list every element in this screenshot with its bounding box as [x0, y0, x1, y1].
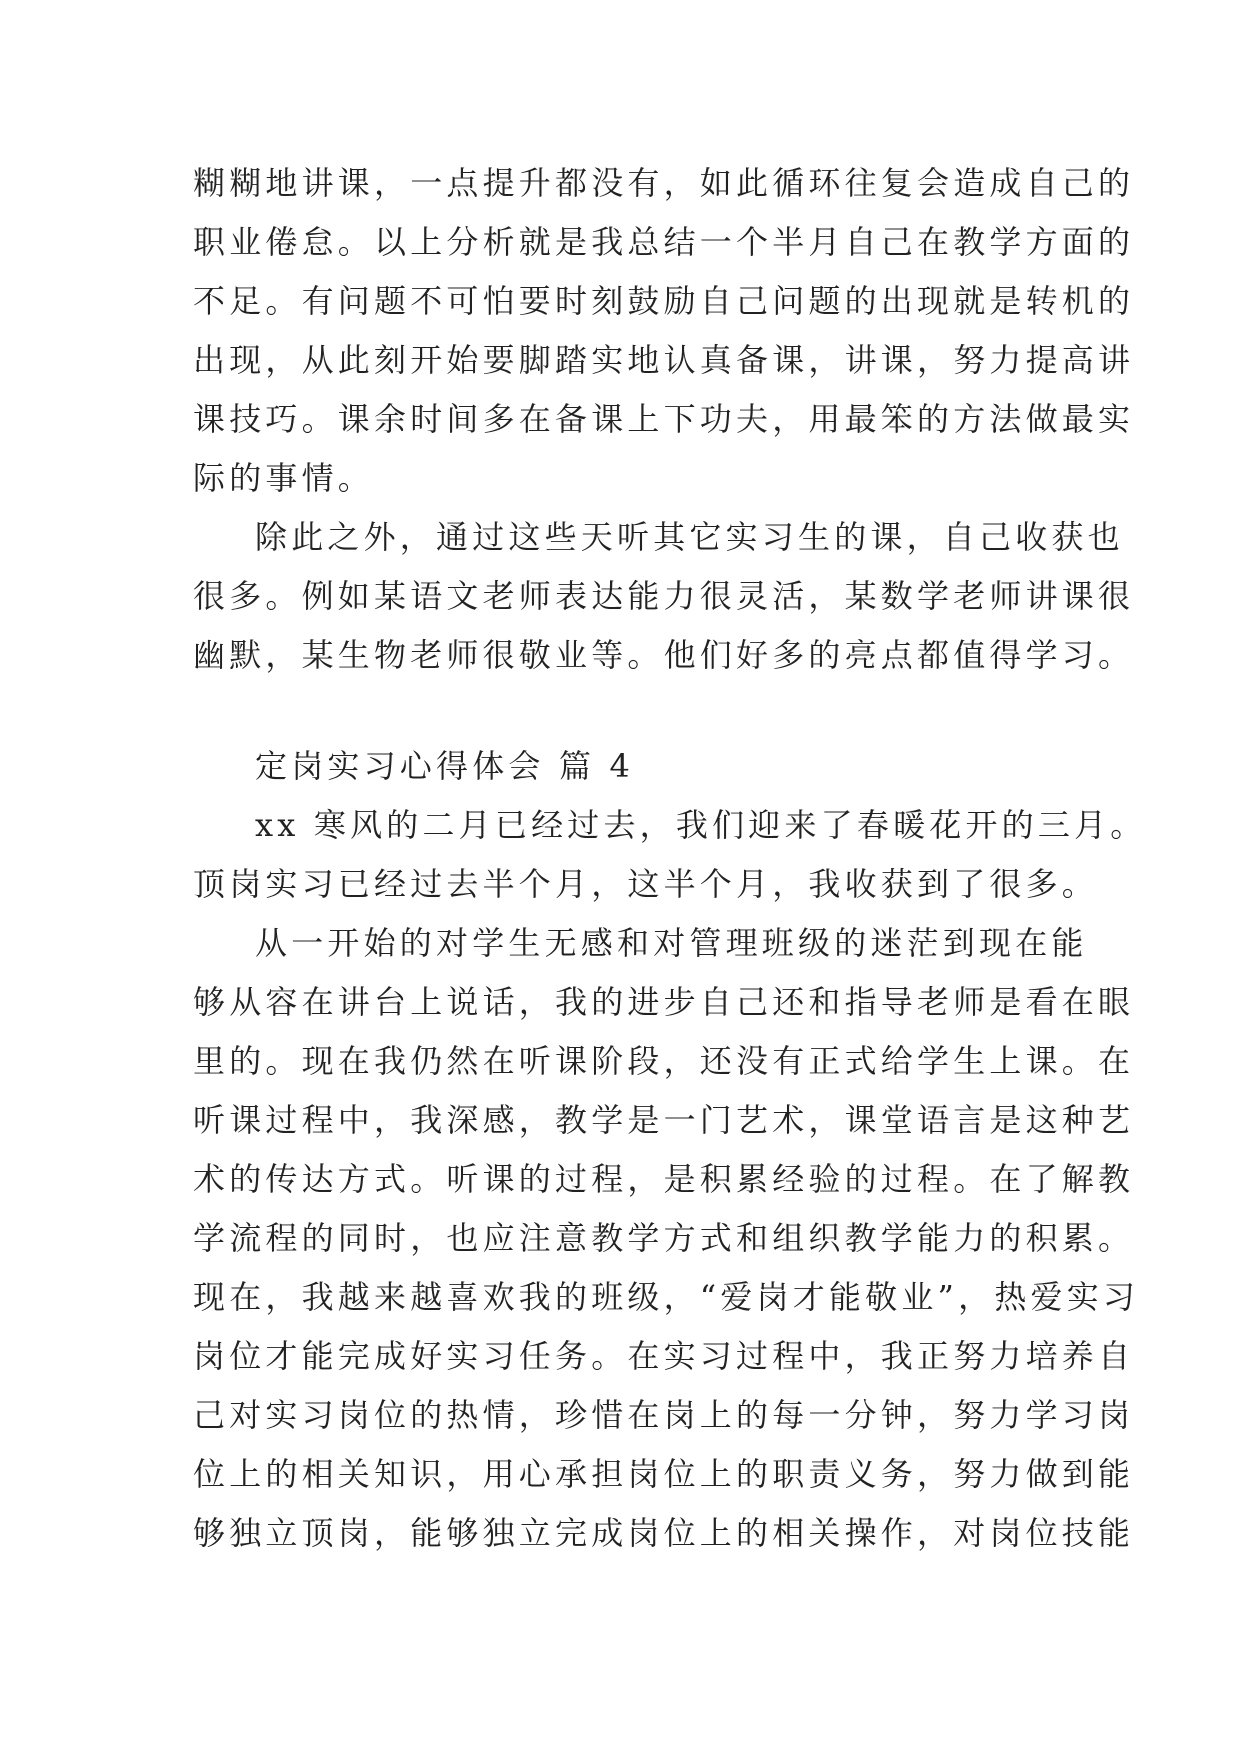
paragraph-2-line: 很多。例如某语文老师表达能力很灵活，某数学老师讲课很 — [193, 577, 1135, 615]
paragraph-4-line: 现在，我越来越喜欢我的班级，“爱岗才能敬业”，热爱实习 — [193, 1278, 1140, 1316]
paragraph-4-line: 术的传达方式。听课的过程，是积累经验的过程。在了解教 — [193, 1160, 1135, 1198]
paragraph-4-line: 学流程的同时，也应注意教学方式和组织教学能力的积累。 — [193, 1219, 1135, 1257]
paragraph-4-line: 从一开始的对学生无感和对管理班级的迷茫到现在能 — [255, 924, 1088, 962]
text-block-top — [193, 154, 1135, 685]
paragraph-1-line: 不足。有问题不可怕要时刻鼓励自己问题的出现就是转机的 — [193, 282, 1135, 320]
paragraph-4-line: 己对实习岗位的热情，珍惜在岗上的每一分钟，努力学习岗 — [193, 1396, 1135, 1434]
paragraph-4-line: 够从容在讲台上说话，我的进步自己还和指导老师是看在眼 — [193, 983, 1135, 1021]
paragraph-3-line: xx 寒风的二月已经过去，我们迎来了春暖花开的三月。 — [255, 806, 1147, 844]
paragraph-1-line: 际的事情。 — [193, 459, 375, 497]
text-block-section-4 — [193, 737, 1147, 1563]
paragraph-4-line: 岗位才能完成好实习任务。在实习过程中，我正努力培养自 — [193, 1337, 1135, 1375]
paragraph-2-line: 幽默，某生物老师很敬业等。他们好多的亮点都值得学习。 — [193, 636, 1135, 674]
paragraph-4-line: 里的。现在我仍然在听课阶段，还没有正式给学生上课。在 — [193, 1042, 1135, 1080]
paragraph-1-line: 糊糊地讲课，一点提升都没有，如此循环往复会造成自己的 — [193, 164, 1135, 202]
paragraph-1-line: 出现，从此刻开始要脚踏实地认真备课，讲课，努力提高讲 — [193, 341, 1135, 379]
paragraph-4-line: 听课过程中，我深感，教学是一门艺术，课堂语言是这种艺 — [193, 1101, 1135, 1139]
paragraph-1-line: 课技巧。课余时间多在备课上下功夫，用最笨的方法做最实 — [193, 400, 1135, 438]
paragraph-3-line: 顶岗实习已经过去半个月，这半个月，我收获到了很多。 — [193, 865, 1099, 903]
paragraph-1-line: 职业倦怠。以上分析就是我总结一个半月自己在教学方面的 — [193, 223, 1135, 261]
paragraph-4-line: 够独立顶岗，能够独立完成岗位上的相关操作，对岗位技能 — [193, 1514, 1135, 1552]
paragraph-4-line: 位上的相关知识，用心承担岗位上的职责义务，努力做到能 — [193, 1455, 1135, 1493]
paragraph-2-line: 除此之外，通过这些天听其它实习生的课，自己收获也 — [255, 518, 1124, 556]
section-title: 定岗实习心得体会 篇 4 — [255, 747, 635, 785]
